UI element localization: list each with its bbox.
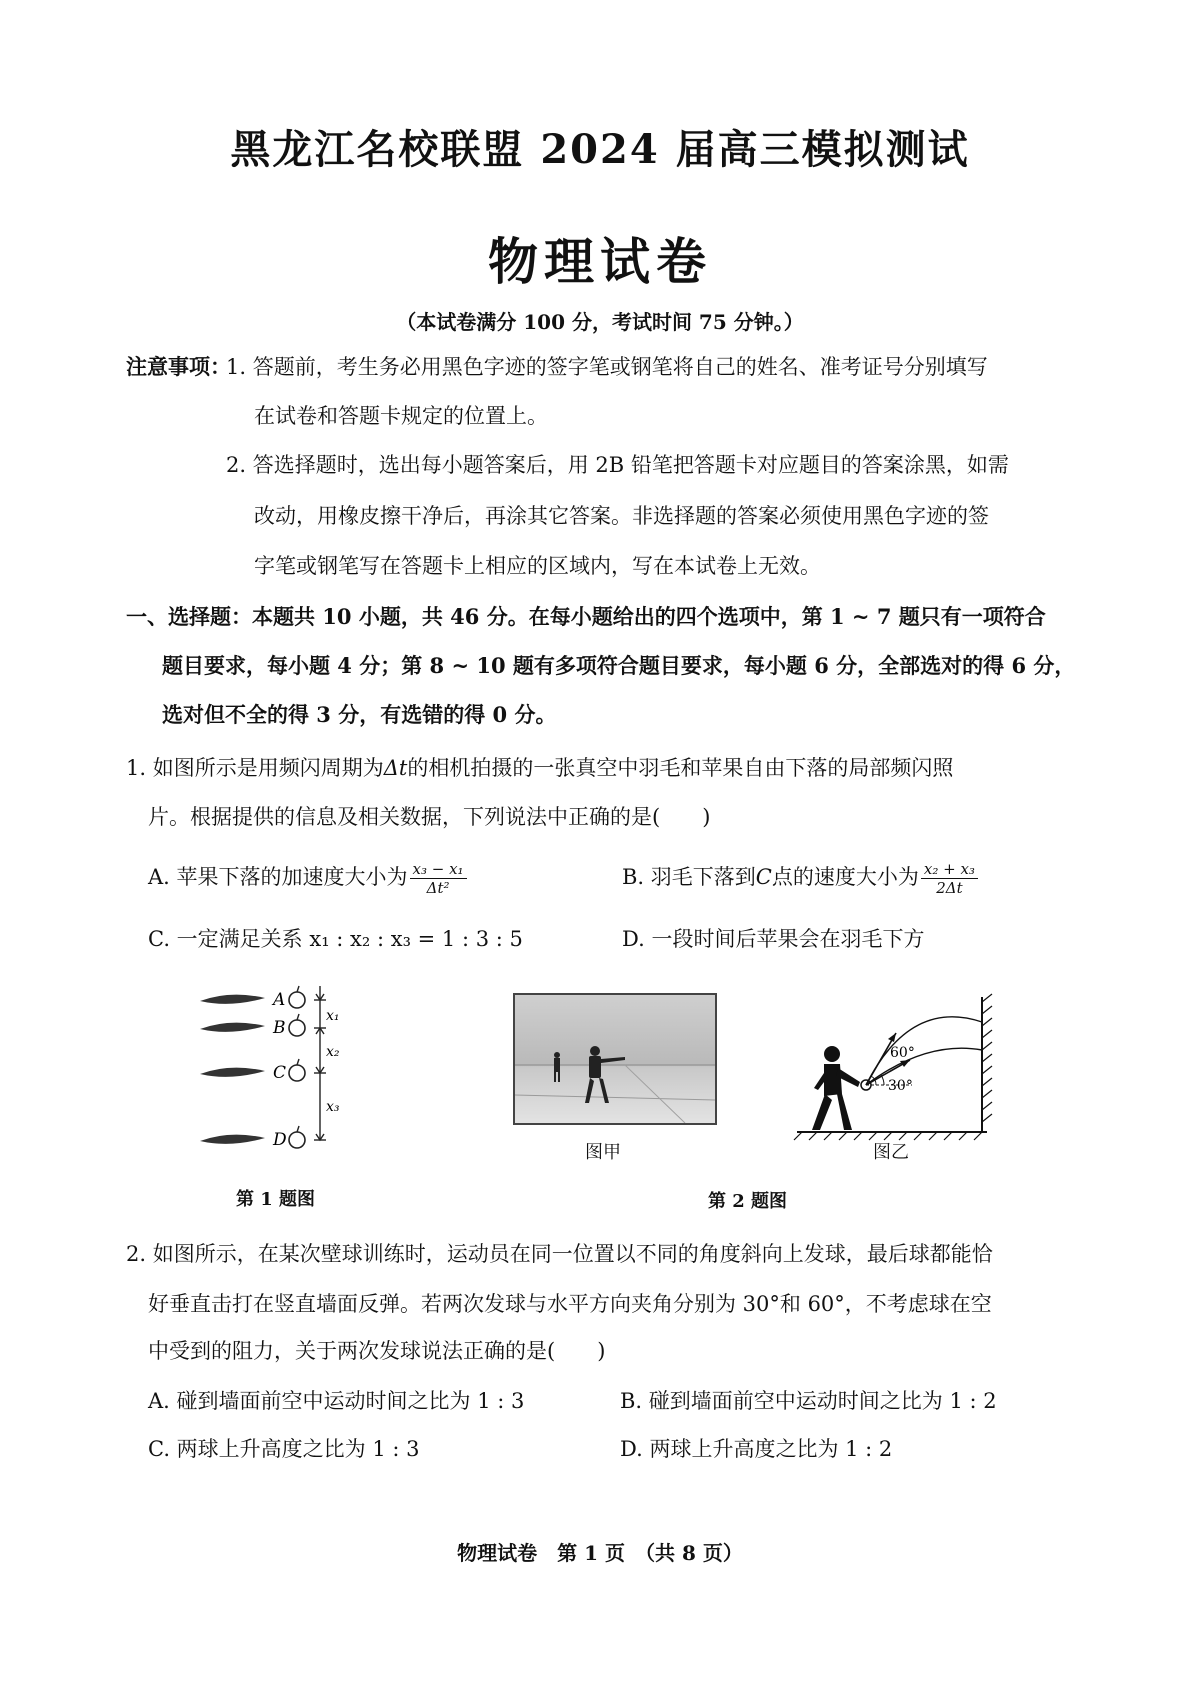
page-footer: 物理试卷 第 1 页 （共 8 页） [457,1541,743,1565]
figure-yi-label: 图乙 [873,1142,909,1163]
q1-option-b-denominator: 2Δt [936,879,963,897]
apple-c-icon [289,1059,305,1081]
q1-stem-line-1 [126,753,953,783]
section-1-line-2: 题目要求，每小题 4 分；第 8 ~ 10 题有多项符合题目要求，每小题 6 分，全部选对的得 6 分， [162,653,1076,678]
q1-option-a [148,860,467,897]
notice-item-1-line-2: 在试卷和答题卡规定的位置上。 [254,404,548,428]
notice-item-2-line-2: 改动，用橡皮擦干净后，再涂其它答案。非选择题的答案必须使用黑色字迹的签 [254,504,989,528]
label-b: B [273,1018,286,1038]
label-a: A [273,990,286,1010]
q1-option-c: C. 一定满足关系 x₁ : x₂ : x₃ = 1 : 3 : 5 [148,927,523,951]
q1-option-b-text-a: B. 羽毛下落到 [622,865,756,889]
q2-stem-line-2: 好垂直击打在竖直墙面反弹。若两次发球与水平方向夹角分别为 30°和 60°，不考虑球在空 [148,1292,992,1316]
q1-stem-var: Δt [383,756,408,780]
notice-item-1-line-1: 1. 答题前，考生务必用黑色字迹的签字笔或钢笔将自己的姓名、准考证号分别填写 [226,355,988,379]
label-c: C [273,1063,287,1083]
q1-option-a-numerator: x₃ − x₁ [410,860,467,879]
figure-jia-label: 图甲 [585,1142,621,1163]
wall-hatching [982,994,992,1122]
q2-option-a: A. 碰到墙面前空中运动时间之比为 1 : 3 [148,1389,525,1413]
q1-option-a-text: A. 苹果下落的加速度大小为 [148,865,408,889]
player-figure-icon [812,1046,860,1130]
label-x1: x₁ [326,1008,340,1024]
section-1-line-3: 选对但不全的得 3 分，有选错的得 0 分。 [162,702,557,727]
exam-info: （本试卷满分 100 分，考试时间 75 分钟。） [396,310,804,334]
q2-stem-line-3: 中受到的阻力，关于两次发球说法正确的是( ) [148,1339,606,1363]
q1-option-b-var: C [755,865,772,889]
q1-figure [190,980,380,1160]
q1-option-b [622,860,978,897]
label-d: D [273,1130,287,1150]
q2-option-c: C. 两球上升高度之比为 1 : 3 [148,1437,420,1461]
squash-players-image [515,995,715,1123]
exam-subject-title: 物理试卷 [488,232,712,291]
squash-diagram [792,992,1002,1142]
exam-series-title: 黑龙江名校联盟 2024 届高三模拟测试 [230,126,970,173]
q1-option-d: D. 一段时间后苹果会在羽毛下方 [622,927,925,951]
section-1-line-1: 一、选择题：本题共 10 小题，共 46 分。在每小题给出的四个选项中，第 1 ~ 7 题只有一项符合 [126,604,1046,629]
q1-option-a-fraction [410,860,467,897]
q1-option-b-numerator: x₂ + x₃ [921,860,978,879]
label-x2: x₂ [326,1044,340,1060]
q2-option-b: B. 碰到墙面前空中运动时间之比为 1 : 2 [620,1389,997,1413]
q2-option-d: D. 两球上升高度之比为 1 : 2 [620,1437,893,1461]
arrowhead-60-icon [888,1033,896,1042]
notice-item-2-line-1: 2. 答选择题时，选出每小题答案后，用 2B 铅笔把答题卡对应题目的答案涂黑，如需 [226,453,1009,477]
apple-a-icon [289,986,305,1008]
q2-stem-line-1: 2. 如图所示，在某次壁球训练时，运动员在同一位置以不同的角度斜向上发球，最后球都能恰 [126,1242,993,1266]
q2-figure-caption: 第 2 题图 [708,1191,788,1212]
notice-label: 注意事项： [126,354,231,379]
apple-d-icon [289,1126,305,1148]
spacing-ruler [314,986,326,1140]
q1-figure-caption: 第 1 题图 [236,1189,316,1210]
q1-stem-part-a: 1. 如图所示是用频闪周期为 [126,756,384,780]
q1-stem-line-2: 片。根据提供的信息及相关数据，下列说法中正确的是( ) [148,805,711,829]
feather-d-icon [200,1135,265,1144]
feather-c-icon [200,1068,265,1077]
label-x3: x₃ [326,1099,340,1115]
q1-option-b-fraction [921,860,978,897]
notice-item-2-line-3: 字笔或钢笔写在答题卡上相应的区域内，写在本试卷上无效。 [254,554,821,578]
q1-option-a-denominator: Δt² [426,879,450,897]
feather-b-icon [200,1023,265,1032]
q1-stem-part-b: 的相机拍摄的一张真空中羽毛和苹果自由下落的局部频闪照 [407,756,954,780]
apple-b-icon [289,1014,305,1036]
angle-label-60: 60° [890,1045,915,1061]
feather-a-icon [200,995,265,1004]
squash-court-photo [513,993,717,1125]
angle-label-30: 30° [888,1078,913,1094]
q1-option-b-text-b: 点的速度大小为 [771,865,919,889]
